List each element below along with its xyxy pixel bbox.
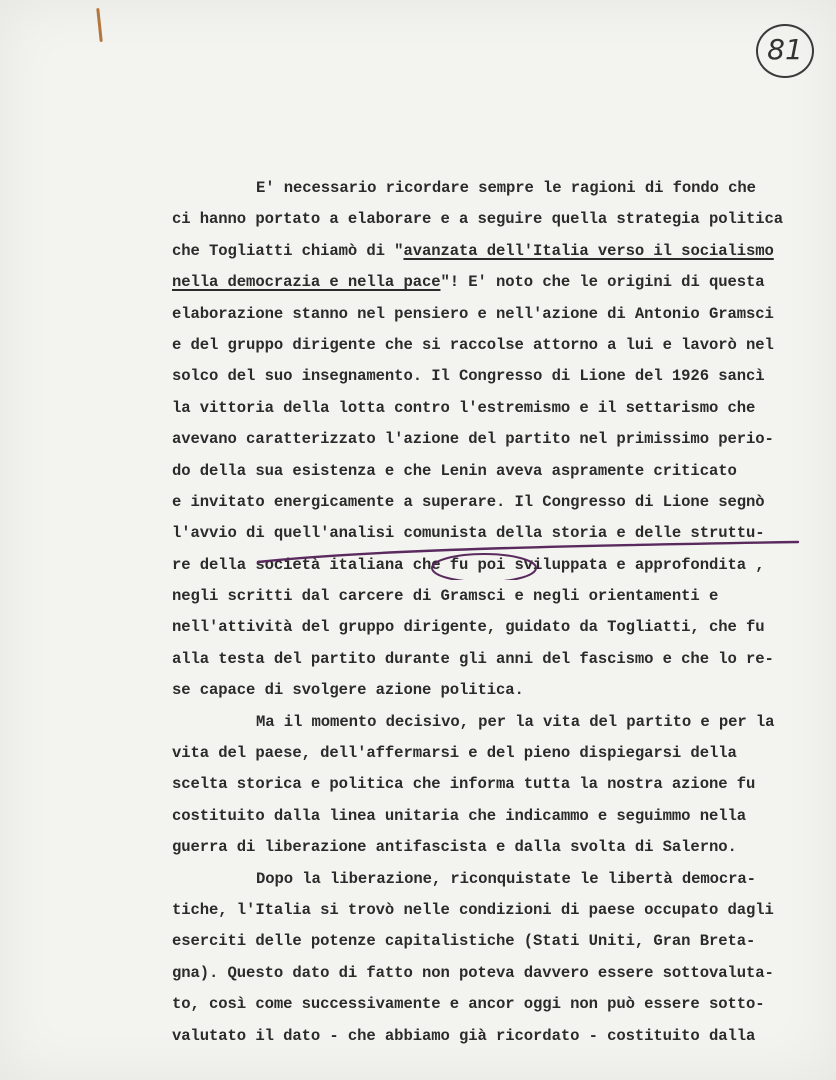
text-line: elaborazione stanno nel pensiero e nell'azione di Antonio Gramsci (172, 304, 774, 323)
pencil-tick-mark (96, 8, 103, 42)
text-line (172, 267, 832, 298)
text-line: to, così come successivamente e ancor oggi non può essere sotto- (172, 995, 765, 1014)
text-line: l'avvio di quell'analisi comunista della storia e delle struttu- (172, 524, 765, 543)
text-line: nell'attività del gruppo dirigente, guidato da Togliatti, che fu (172, 618, 765, 637)
text-line: gna). Questo dato di fatto non poteva davvero essere sottovaluta- (172, 963, 774, 982)
text-line: e del gruppo dirigente che si raccolse attorno a lui e lavorò nel (172, 335, 774, 354)
text-line: e invitato energicamente a superare. Il Congresso di Lione segnò (172, 492, 765, 511)
text-line: eserciti delle potenze capitalistiche (Stati Uniti, Gran Breta- (172, 932, 756, 951)
text-line: do della sua esistenza e che Lenin aveva aspramente criticato (172, 461, 737, 480)
text-line (172, 236, 832, 267)
typed-text-body (172, 173, 832, 1052)
text-line: valutato il dato - che abbiamo già ricordato - costituito dalla (172, 1026, 756, 1045)
text-line: vita del paese, dell'affermarsi e del pieno dispiegarsi della (172, 744, 737, 763)
underlined-phrase: nella democrazia e nella pace (172, 273, 441, 292)
text-line: avevano caratterizzato l'azione del partito nel primissimo perio- (172, 430, 774, 449)
text-line: ci hanno portato a elaborare e a seguire quella strategia politica (172, 210, 784, 229)
text-line: costituito dalla linea unitaria che indicammo e seguimmo nella (172, 806, 746, 825)
page-number: 81 (756, 24, 814, 78)
text-line: la vittoria della lotta contro l'estremismo e il settarismo che (172, 398, 756, 417)
text-line: re della società italiana che fu poi sviluppata e approfondita , (172, 555, 765, 574)
text-segment: che Togliatti chiamò di " (172, 241, 404, 260)
text-line: Ma il momento decisivo, per la vita del partito e per la (256, 712, 775, 731)
text-segment: "! E' noto che le origini di questa (440, 273, 765, 292)
text-line: guerra di liberazione antifascista e dalla svolta di Salerno. (172, 838, 737, 857)
text-line: negli scritti dal carcere di Gramsci e negli orientamenti e (172, 587, 719, 606)
text-line: solco del suo insegnamento. Il Congresso di Lione del 1926 sancì (172, 367, 765, 386)
text-line: se capace di svolgere azione politica. (172, 681, 524, 700)
text-line: tiche, l'Italia si trovò nelle condizioni di paese occupato dagli (172, 900, 774, 919)
text-line: E' necessario ricordare sempre le ragioni di fondo che (256, 179, 756, 197)
text-line: Dopo la liberazione, riconquistate le libertà democra- (256, 869, 756, 888)
text-line: scelta storica e politica che informa tutta la nostra azione fu (172, 775, 756, 794)
underlined-phrase: avanzata dell'Italia verso il socialismo (403, 241, 774, 260)
text-line: alla testa del partito durante gli anni del fascismo e che lo re- (172, 649, 774, 668)
